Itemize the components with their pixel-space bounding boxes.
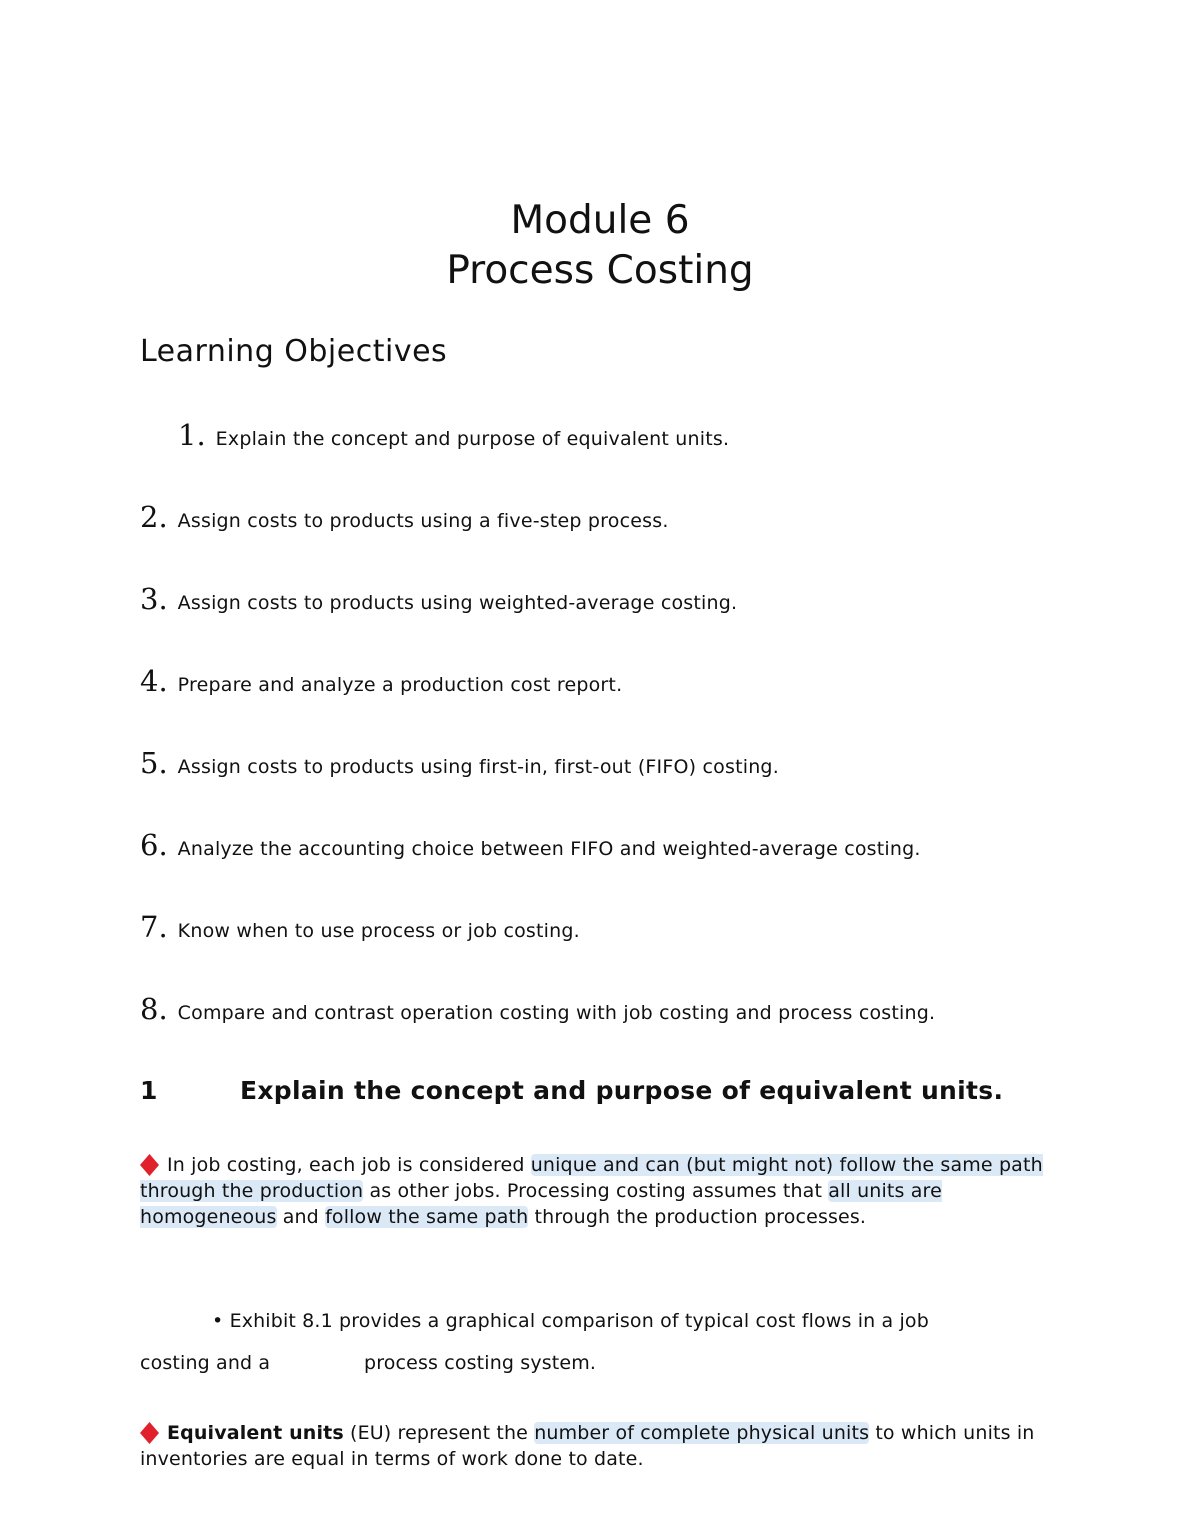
objective-item-5: 5 . Assign costs to products using first-in, first-out (FIFO) costing. — [140, 746, 779, 780]
objective-item-8: 8 . Compare and contrast operation costing with job costing and process costing. — [140, 992, 936, 1026]
objective-item-3: 3 . Assign costs to products using weighted-average costing. — [140, 582, 738, 616]
page-title — [0, 196, 1200, 296]
objective-number: 1 — [178, 418, 197, 452]
section-title: Explain the concept and purpose of equivalent units. — [240, 1076, 1004, 1105]
highlight-complete-units: number of complete physical units — [534, 1422, 870, 1444]
term-equivalent-units: Equivalent units — [167, 1422, 344, 1444]
objective-number: 2 — [140, 500, 159, 534]
highlight-unique-path: unique and can (but might not) follow the same path through the production — [140, 1154, 1043, 1202]
objective-item-7: 7 . Know when to use process or job costing. — [140, 910, 580, 944]
objective-text: Assign costs to products using first-in, first-out (FIFO) costing. — [177, 756, 779, 778]
red-diamond-icon — [140, 1154, 159, 1173]
objective-text: Assign costs to products using a five-step process. — [177, 510, 669, 532]
objective-text: Know when to use process or job costing. — [177, 920, 580, 942]
objective-item-1: 1 . Explain the concept and purpose of equivalent units. — [178, 418, 730, 452]
objective-number: 3 — [140, 582, 159, 616]
bullet-text: Exhibit 8.1 provides a graphical comparison of typical cost flows in a job — [229, 1310, 929, 1332]
objective-text: Analyze the accounting choice between FIFO and weighted-average costing. — [177, 838, 921, 860]
learning-objectives-heading: Learning Objectives — [140, 334, 448, 369]
objective-text: Compare and contrast operation costing with job costing and process costing. — [177, 1002, 936, 1024]
objective-text: Explain the concept and purpose of equivalent units. — [215, 428, 730, 450]
section-heading — [140, 1076, 1100, 1105]
objective-item-6: 6 . Analyze the accounting choice between FIFO and weighted-average costing. — [140, 828, 921, 862]
paragraph-job-vs-process: In job costing, each job is considered unique and can (but might not) follow the same path through the production as other jobs. Processing costing assumes that all units are homogeneous and follow the same path through the production processes. — [140, 1154, 1043, 1228]
objective-number: 8 — [140, 992, 159, 1026]
bullet-exhibit-line2a: costing and a — [140, 1352, 271, 1374]
title-line-module: Module 6 — [510, 198, 690, 243]
objective-item-2: 2 . Assign costs to products using a five-step process. — [140, 500, 669, 534]
bullet-mark: • — [212, 1310, 224, 1332]
bullet-exhibit-line2b: process costing system. — [364, 1352, 597, 1374]
objective-item-4: 4 . Prepare and analyze a production cost report. — [140, 664, 623, 698]
objective-number: 7 — [140, 910, 159, 944]
objective-number: 6 — [140, 828, 159, 862]
highlight-same-path: follow the same path — [325, 1206, 529, 1228]
title-line-topic: Process Costing — [446, 248, 754, 293]
red-diamond-icon — [140, 1422, 159, 1441]
objective-text: Assign costs to products using weighted-average costing. — [177, 592, 738, 614]
paragraph-equivalent-units: Equivalent units (EU) represent the number of complete physical units to which units in inventories are equal in terms of work done to date. — [140, 1422, 1035, 1470]
objective-number: 5 — [140, 746, 159, 780]
bullet-exhibit-line1 — [212, 1310, 929, 1332]
objective-text: Prepare and analyze a production cost report. — [177, 674, 623, 696]
section-number: 1 — [140, 1076, 158, 1105]
highlight-homogeneous: all units are homogeneous — [140, 1180, 942, 1228]
objective-number: 4 — [140, 664, 159, 698]
